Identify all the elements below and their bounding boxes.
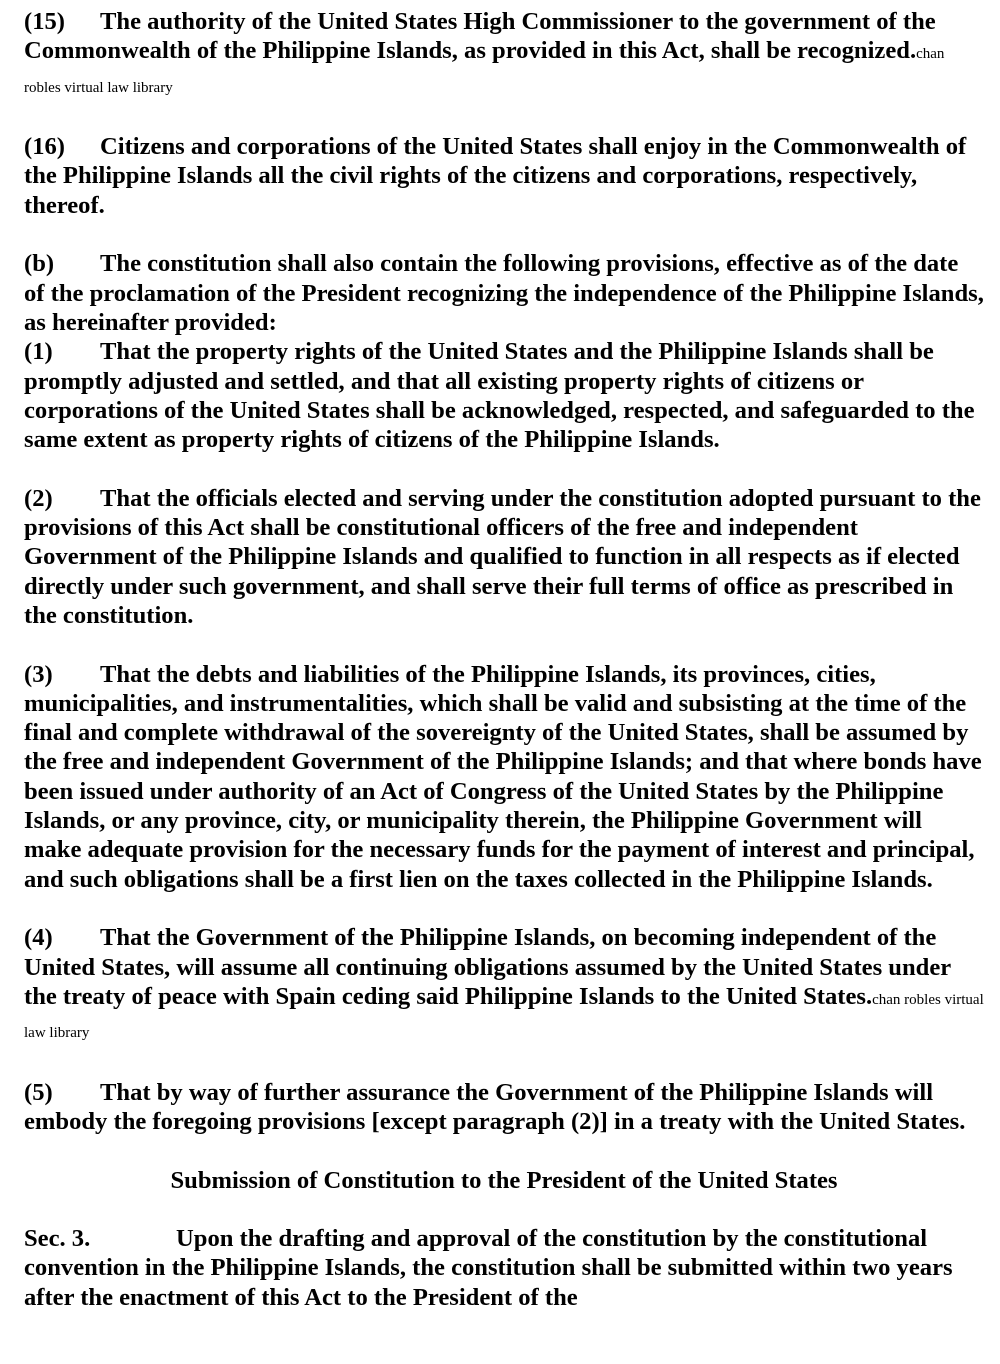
library-note: chan robles virtual law library	[24, 46, 945, 96]
paragraph-16	[24, 132, 984, 220]
paragraph-number: (16)	[24, 133, 65, 161]
section-text: Upon the drafting and approval of the constitution by the constitutional convention in the Philippine Islands, the constitution shall be submitted within two years after the enactment of this Act to the President of the	[24, 1225, 953, 1311]
section-3	[24, 1224, 984, 1312]
document-page	[24, 7, 984, 1312]
paragraph-text: That the officials elected and serving under the constitution adopted pursuant to the provisions of this Act shall be constitutional officers of the free and independent Government of the Philippine Islands and qualified to function in all respects as if elected directly under such government, and shall serve their full terms of office as prescribed in the constitution.	[24, 484, 981, 629]
section-number: Sec. 3.	[24, 1225, 91, 1253]
paragraph-number: (1)	[24, 338, 53, 366]
paragraph-2	[24, 484, 984, 630]
paragraph-number: (4)	[24, 924, 53, 952]
paragraph-number: (3)	[24, 660, 53, 688]
paragraph-text: That by way of further assurance the Government of the Philippine Islands will embody the foregoing provisions [except paragraph (2)] in a treaty with the United States.	[24, 1078, 966, 1135]
section-heading: Submission of Constitution to the President of the United States	[170, 1166, 838, 1194]
paragraph-15	[24, 7, 984, 103]
paragraph-text: Citizens and corporations of the United States shall enjoy in the Commonwealth of the Philippine Islands all the civil rights of the citizens and corporations, respectively, thereof.	[24, 133, 967, 219]
paragraph-text: That the debts and liabilities of the Philippine Islands, its provinces, cities, municipalities, and instrumentalities, which shall be valid and subsisting at the time of the final and complete withdrawal of the sovereignty of the United States, shall be assumed by the free and independent Government of the Philippine Islands; and that where bonds have been issued under authority of an Act of Congress of the United States by the Philippine Islands, or any province, city, or municipality therein, the Philippine Government will make adequate provision for the necessary funds for the payment of interest and principal, and such obligations shall be a first lien on the taxes collected in the Philippine Islands.	[24, 660, 982, 893]
paragraph-text: The authority of the United States High Commissioner to the government of the Commonwealth of the Philippine Islands, as provided in this Act, shall be recognized.	[24, 8, 936, 65]
library-note: chan robles virtual law library	[24, 991, 984, 1042]
paragraph-b	[24, 249, 984, 337]
paragraph-text: That the Government of the Philippine Islands, on becoming independent of the United States, will assume all continuing obligations assumed by the United States under the treaty of peace with Spain ceding said Philippine Islands to the United States.	[24, 924, 951, 1010]
paragraph-number: (15)	[24, 8, 65, 35]
paragraph-5	[24, 1078, 984, 1137]
paragraph-text: The constitution shall also contain the following provisions, effective as of the date of the proclamation of the President recognizing the independence of the Philippine Islands, as hereinafter provided:	[24, 250, 984, 336]
paragraph-number: (b)	[24, 250, 55, 278]
paragraph-1	[24, 337, 984, 454]
paragraph-number: (2)	[24, 484, 53, 512]
paragraph-4	[24, 923, 984, 1048]
paragraph-number: (5)	[24, 1078, 53, 1106]
paragraph-3	[24, 660, 984, 894]
paragraph-text: That the property rights of the United States and the Philippine Islands shall be promptly adjusted and settled, and that all existing property rights of citizens or corporations of the United States shall be acknowledged, respected, and safeguarded to the same extent as property rights of citizens of the Philippine Islands.	[24, 338, 975, 454]
